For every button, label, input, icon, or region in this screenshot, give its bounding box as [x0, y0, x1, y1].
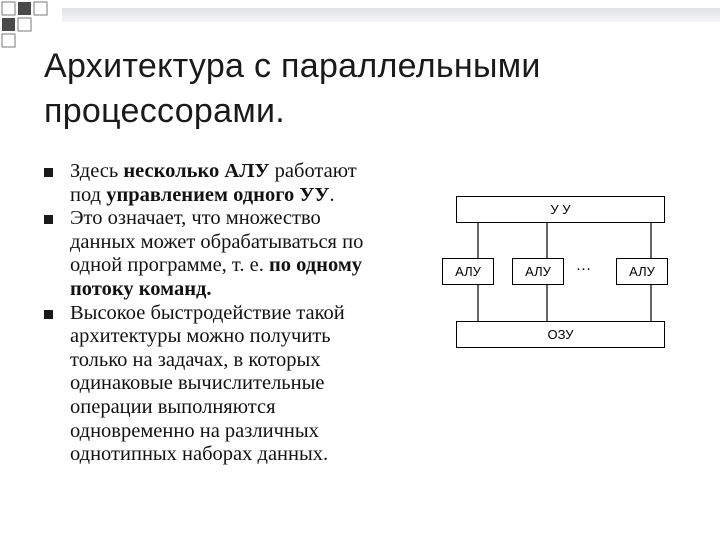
bullet-text: одной программе, т. е. [70, 254, 269, 277]
bullet-text: только на задачах, в которых [70, 348, 321, 371]
bullet-square-icon [44, 310, 53, 319]
bullet-line [70, 207, 464, 231]
bullet-line [70, 420, 464, 444]
bullet-square-icon [44, 168, 53, 177]
bullet-text: Высокое быстродействие такой [70, 301, 345, 324]
bullet-text: . [329, 183, 335, 206]
header-bar [62, 8, 720, 22]
bullet-text: Это означает, что множество [70, 207, 321, 230]
title-line-2: процессорами. [44, 92, 286, 130]
alu-label-n: АЛУ [629, 264, 655, 279]
control-unit-label: У У [550, 202, 571, 217]
bullet-line [70, 443, 464, 467]
alu-box-n [616, 258, 668, 285]
bullet-text: операции выполняются [70, 395, 276, 418]
bullet-line [70, 349, 464, 373]
bullet-line [70, 302, 464, 326]
bullet-text: архитектуры можно получить [70, 325, 331, 348]
alu-box-1 [442, 258, 494, 285]
bullet-item [44, 302, 464, 467]
bullet-text-bold: управлением одного УУ [106, 183, 330, 206]
bullet-line [70, 184, 464, 208]
bullet-text: Здесь [70, 160, 124, 182]
alu-label-1: АЛУ [455, 264, 481, 279]
bullet-line [70, 254, 464, 278]
bullet-line [70, 231, 464, 255]
memory-label: ОЗУ [547, 327, 574, 342]
bullet-text: данных может обрабатываться по [70, 230, 364, 253]
memory-box [456, 321, 665, 348]
bullet-line [70, 372, 464, 396]
bullet-text: однотипных наборах данных. [70, 443, 329, 466]
alu-label-2: АЛУ [525, 264, 551, 279]
bullet-item [44, 207, 464, 301]
bullet-text-bold: по одному [268, 254, 363, 277]
bullet-text-bold: несколько АЛУ [123, 160, 270, 182]
bullet-text-bold: потоку команд. [70, 277, 212, 300]
bullet-text: одновременно на различных [70, 419, 319, 442]
bullet-square-icon [44, 215, 53, 224]
bullet-list [44, 160, 464, 467]
bullet-line [70, 160, 464, 184]
alu-box-2 [512, 258, 564, 285]
architecture-diagram [436, 190, 716, 360]
bullet-text: одинаковые вычислительные [70, 372, 325, 395]
ellipsis: … [576, 258, 591, 274]
bullet-line [70, 278, 464, 302]
bullet-text: под [70, 183, 107, 206]
title-line-1: Архитектура с параллельными [44, 47, 541, 85]
slide-title [44, 44, 684, 134]
bullet-line [70, 396, 464, 420]
control-unit-box [456, 196, 665, 223]
bullet-line [70, 325, 464, 349]
bullet-text: работают [269, 160, 357, 182]
bullet-item [44, 160, 464, 207]
